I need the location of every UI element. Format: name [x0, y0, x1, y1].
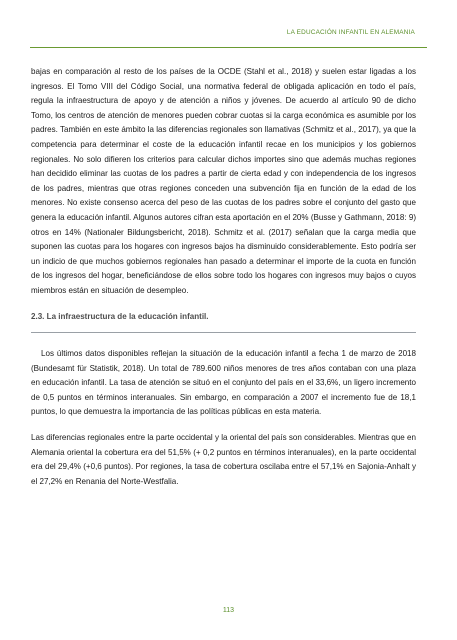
- running-header-title: LA EDUCACIÓN INFANTIL EN ALEMANIA: [286, 29, 415, 36]
- paragraph-fees: bajas en comparación al resto de los países de la OCDE (Stahl et al., 2018) y suelen estar ligadas a los ingresos. El Tomo VIII del Código Social, una normativa federal de obligada aplicación en todo el país, regula la infraestructura de apoyo y de atención a niños y jóvenes. De acuerdo al artículo 90 de dicho Tomo, los centros de atención de menores pueden cobrar cuotas si la carga económica es asumible por los padres. También en este ámbito la las diferencias regionales son llamativas (Schmitz et al., 2017), ya que la competencia para determinar el coste de la educación infantil recae en los municipios y los gobiernos regionales. No solo difieren los criterios para calcular dichos importes sino que además muchas regiones han decidido eliminar las cuotas de los padres a partir de cierta edad y con independencia de los ingresos de los padres, mientras que otras regiones conceden una subvención fija en función de la edad de los menores. No existe consenso acerca del peso de las cuotas de los padres sobre el conjunto del gasto que genera la educación infantil. Algunos autores cifran esta aportación en el 20% (Busse y Gathmann, 2018: 9) otros en 14% (Nationaler Bildungsbericht, 2018). Schmitz et al. (2017) señalan que la carga media que suponen las cuotas para los hogares con ingresos bajos ha disminuido considerablemente. Esto podría ser un indicio de que muchos gobiernos regionales han pasado a determinar el importe de la cuota en función de los ingresos del hogar, beneficiándose de ellos sobre todo los hogares con ingresos muy bajos o cuyos miembros están en situación de desempleo.: [31, 67, 416, 295]
- page-number: 113: [222, 607, 235, 614]
- paragraph-latest-data: Los últimos datos disponibles reflejan la situación de la educación infantil a fecha 1 de marzo de 2018 (Bundesamt für Statistik, 2018). Un total de 789.600 niños menores de tres años contaban con una plaza en educación infantil. La tasa de atención se situó en el conjunto del país en el 33,6%, un ligero incremento de 0,5 puntos en términos interanuales. Sin embargo, en comparación a 2007 el incremento fue de 18,1 puntos, lo que demuestra la importancia de las políticas públicas en esta materia.: [31, 349, 416, 417]
- body-text: [31, 65, 416, 489]
- header-divider: [30, 47, 427, 48]
- paragraph-regional-differences: Las diferencias regionales entre la parte occidental y la oriental del país son considerables. Mientras que en Alemania oriental la cobertura era del 51,5% (+ 0,2 puntos en términos interanuales), en la parte occidental era del 29,4% (+0,6 puntos). Por regiones, la tasa de cobertura oscilaba entre el 57,1% en Sajonia-Anhalt y el 27,2% en Renania del Norte-Westfalia.: [31, 433, 416, 486]
- section-divider: [31, 332, 416, 333]
- section-heading: 2.3. La infraestructura de la educación infantil.: [31, 311, 209, 321]
